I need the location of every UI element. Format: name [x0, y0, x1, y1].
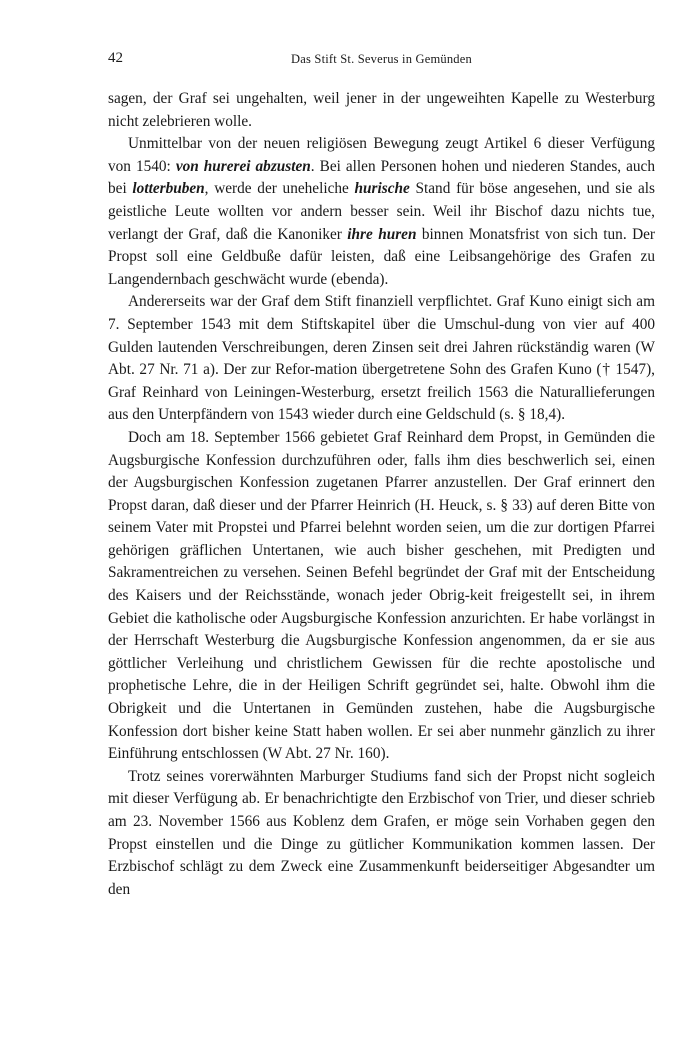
- text-segment: Andererseits war der Graf dem Stift finanziell verpflichtet. Graf Kuno einigt sich am 7. September 1543 mit dem Stiftskapitel über die Umschul-dung von vier auf 400 Gulden lautenden Verschreibungen, deren Zinsen seit drei Jahren rückständig waren (W Abt. 27 Nr. 71 a). Der zur Refor-mation übergetretene Sohn des Grafen Kuno († 1547), Graf Reinhard von Leiningen-Westerburg, ersetzt freilich 1563 die Naturallieferungen aus den Unterpfändern von 1543 wieder durch eine Geldschuld (s. § 18,4).: [108, 293, 655, 424]
- quoted-phrase: hurische: [354, 180, 410, 198]
- text-segment: Trotz seines vorerwähnten Marburger Studiums fand sich der Propst nicht sogleich mit dieser Verfügung ab. Er benachrichtigte den Erzbischof von Trier, und dieser schrieb am 23. November 1566 aus Koblenz dem Grafen, er möge sein Vorhaben gegen den Propst einstellen und die Dinge zu gütlicher Kommunikation kommen lassen. Der Erzbischof schlägt zu dem Zweck eine Zusammenkunft beiderseitiger Abgesandter um den: [108, 767, 655, 898]
- text-segment: , werde der uneheliche: [204, 180, 355, 198]
- text-segment: Doch am 18. September 1566 gebietet Graf Reinhard dem Propst, in Gemünden die Augsburgische Konfession durchzuführen oder, falls ihm dies beschwerlich sei, einen der Augsburgischen Konfession zugetanen Pfarrer anzustellen. Der Graf erinnert den Propst daran, daß dieser und der Pfarrer Heinrich (H. Heuck, s. § 33) auf deren Bitte von seinem Vater mit Propstei und Pfarrei belehnt worden seien, um die zur dortigen Pfarrei gehörigen gräflichen Untertanen, wie auch bisher geschehen, mit Predigten und Sakramentreichen zu versehen. Seinen Befehl begründet der Graf mit der Entscheidung des Kaisers und der Reichsstände, wonach jeder Obrig-keit freigestellt sei, in ihrem Gebiet die katholische oder Augsburgische Konfession anzurichten. Er habe vorlängst in der Herrschaft Westerburg die Augsburgische Konfession angenommen, da er sie aus göttlicher Verleihung und christlichem Gewissen für die rechte apostolische und prophetische Lehre, die in der Heiligen Schrift gegründet sei, halte. Obwohl ihm die Obrigkeit und die Untertanen in Gemünden zustehen, habe die Augsburgische Konfession dort bisher keine Statt haben wollen. Er sei aber nunmehr gänzlich zu ihrer Einführung entschlossen (W Abt. 27 Nr. 160).: [108, 428, 655, 763]
- page-header: [108, 50, 655, 72]
- quoted-phrase: von hurerei abzusten: [175, 157, 311, 175]
- book-page: [108, 50, 655, 901]
- text-segment: Unmittelbar von der neuen religiösen Bewegung zeugt Artikel 6 dieser Verfügung von 1540:: [108, 135, 655, 175]
- paragraph-4: [108, 427, 655, 766]
- paragraph-3: [108, 291, 655, 427]
- text-segment: sagen, der Graf sei ungehalten, weil jener in der ungeweihten Kapelle zu Westerburg nicht zelebrieren wolle.: [108, 90, 655, 130]
- quoted-phrase: lotterbuben: [132, 180, 205, 198]
- running-title: Das Stift St. Severus in Gemünden: [291, 52, 472, 66]
- paragraph-5: [108, 766, 655, 902]
- quoted-phrase: ihre huren: [347, 225, 417, 243]
- body-text: [108, 88, 655, 901]
- page-number: 42: [108, 50, 123, 66]
- text-segment: binnen Monatsfrist von sich tun. Der Propst soll eine Geldbuße dafür leisten, daß eine Leibsangehörige des Grafen zu Langendernbach geschwächt wurde (ebenda).: [108, 225, 655, 288]
- paragraph-2: [108, 133, 655, 291]
- text-segment: . Bei allen Personen hohen und niederen Standes, auch bei: [108, 157, 655, 198]
- paragraph-1: [108, 88, 655, 133]
- text-segment: Stand für böse angesehen, und sie als geistliche Leute wollten vor andern besser sein. Weil ihr Bischof dazu nichts tue, verlangt der Graf, daß die Kanoniker: [108, 180, 656, 243]
